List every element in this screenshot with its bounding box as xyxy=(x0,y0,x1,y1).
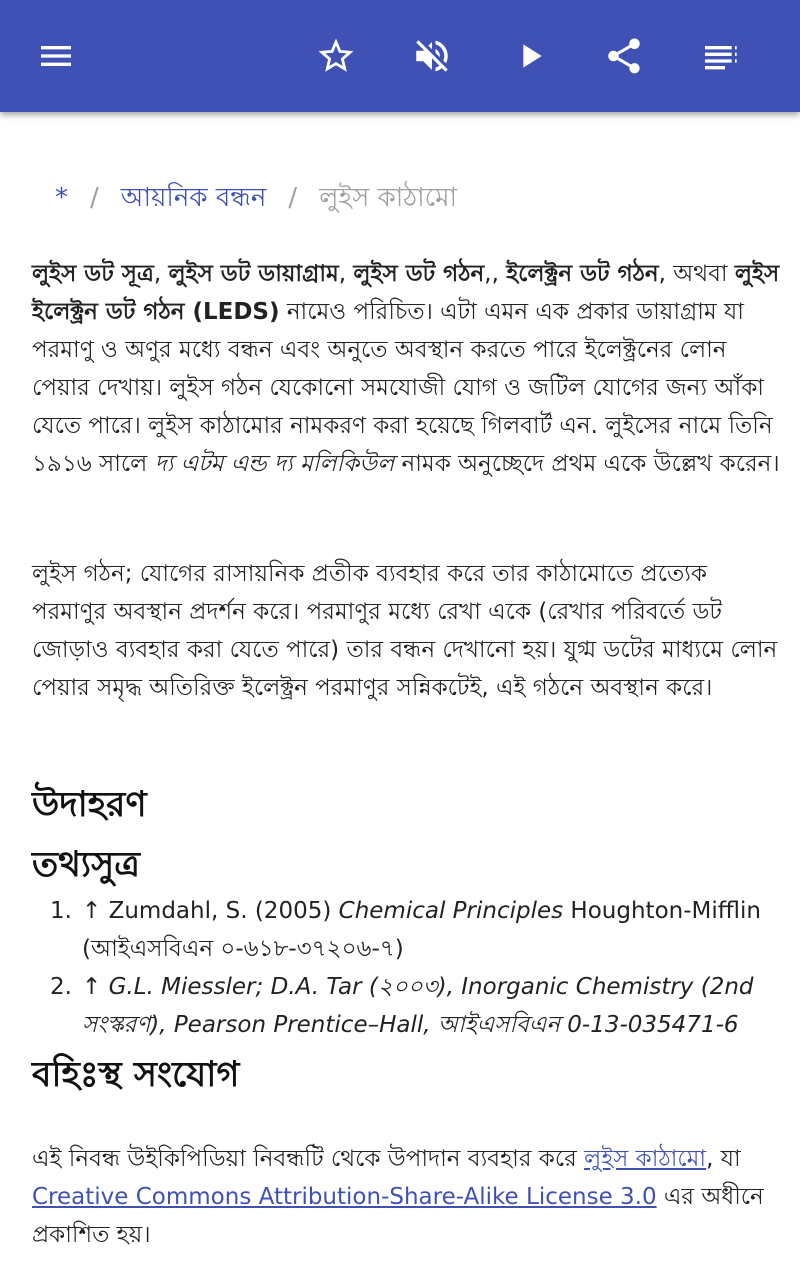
structure-paragraph: লুইস গঠন; যোগের রাসায়নিক প্রতীক ব্যবহার করে তার কাঠামোতে প্রত্যেক পরমাণুর অবস্থান প্রদর্শন করে। পরমাণুর মধ্যে রেখা একে (রেখার পরিবর্তে ডট জোড়াও ব্যবহার করা যেতে পারে) তার বন্ধন দেখানো হয়। যুগ্ম ডটের মাধ্যমে লোন পেয়ার সমৃদ্ধ অতিরিক্ত ইলেক্ট্রন পরমাণুর সন্নিকটেই, এই গঠনে অবস্থান করে। xyxy=(32,561,778,701)
breadcrumb-separator: / xyxy=(90,183,99,213)
text-span: , xyxy=(338,261,354,287)
text-span: , xyxy=(153,261,169,287)
breadcrumb-current: লুইস কাঠামো xyxy=(319,183,458,213)
text-span: নামক অনুচ্ছেদে প্রথম একে উল্লেখ করেন। xyxy=(394,451,780,477)
text-span: এই নিবন্ধ উইকিপিডিয়া নিবন্ধটি থেকে উপাদান ব্যবহার করে xyxy=(32,1146,585,1172)
reference-text-italic: G.L. Miessler; D.A. Tar (২০০৩), Inorganic Chemistry (2nd সংস্করণ), Pearson Prentice–Hall, আইএসবিএন 0-13-035471-6 xyxy=(82,974,754,1038)
text-span: , যা xyxy=(706,1146,741,1172)
reference-text: Houghton-Mifflin (আইএসবিএন ০-৬১৮-৩৭২০৬-৭) xyxy=(82,898,761,962)
breadcrumb-root-link[interactable]: * xyxy=(55,183,68,213)
playlist-icon[interactable] xyxy=(692,28,748,84)
reference-number: 2. xyxy=(50,974,72,1000)
term-bold: লুইস ডট গঠন xyxy=(353,261,485,287)
star-outline-icon[interactable] xyxy=(308,28,364,84)
breadcrumb-separator: / xyxy=(288,183,298,213)
app-bar xyxy=(0,0,800,112)
hamburger-menu-icon[interactable] xyxy=(28,28,84,84)
heading-examples: উদাহরণ xyxy=(32,785,147,825)
back-arrow-link[interactable]: ↑ xyxy=(82,974,102,1000)
reference-text: Zumdahl, S. (2005) xyxy=(101,898,339,924)
term-bold: লুইস ইলেক্ট্রন ডট গঠন (LEDS) xyxy=(32,261,780,325)
play-icon[interactable] xyxy=(502,28,558,84)
text-span: এর অধীনে প্রকাশিত হয়। xyxy=(32,1184,764,1248)
book-title-italic: দ্য এটম এন্ড দ্য মলিকিউল xyxy=(154,451,395,477)
volume-off-icon[interactable] xyxy=(404,28,460,84)
license-link[interactable]: Creative Commons Attribution-Share-Alike License 3.0 xyxy=(32,1184,657,1210)
text-span: , অথবা xyxy=(658,261,735,287)
reference-item xyxy=(32,968,782,1044)
heading-references: তথ্যসুত্র xyxy=(32,845,140,885)
source-article-link[interactable]: লুইস কাঠামো xyxy=(584,1146,707,1172)
term-bold: লুইস ডট সূত্র xyxy=(32,261,154,287)
reference-item xyxy=(32,892,782,968)
heading-external-links: বহিঃস্থ সংযোগ xyxy=(32,1055,240,1095)
share-icon[interactable] xyxy=(596,28,652,84)
intro-paragraph xyxy=(32,255,780,483)
text-span: নামেও পরিচিত। এটা এমন এক প্রকার ডায়াগ্রাম যা পরমাণু ও অণুর মধ্যে বন্ধন এবং অনুতে অবস্থান করতে পারে ইলেক্ট্রনের লোন পেয়ার দেখায়। লুইস গঠন যেকোনো সমযোজী যোগ ও জটিল যোগের জন্য আঁকা যেতে পারে। লুইস কাঠামোর নামকরণ করা হয়েছে গিলবার্ট এন. লুইসের নামে তিনি ১৯১৬ সালে xyxy=(32,299,773,477)
term-bold: ইলেক্ট্রন ডট গঠন xyxy=(506,261,659,287)
text-span: ,, xyxy=(484,261,507,287)
breadcrumb-parent-link[interactable]: আয়নিক বন্ধন xyxy=(120,183,267,213)
term-bold: লুইস ডট ডায়াগ্রাম xyxy=(168,261,339,287)
article-content xyxy=(0,112,800,1280)
reference-title-italic: Chemical Principles xyxy=(338,898,564,924)
reference-list xyxy=(32,892,782,1044)
breadcrumb xyxy=(55,180,457,216)
back-arrow-link[interactable]: ↑ xyxy=(82,898,102,924)
reference-number: 1. xyxy=(50,898,72,924)
license-paragraph xyxy=(32,1140,780,1254)
